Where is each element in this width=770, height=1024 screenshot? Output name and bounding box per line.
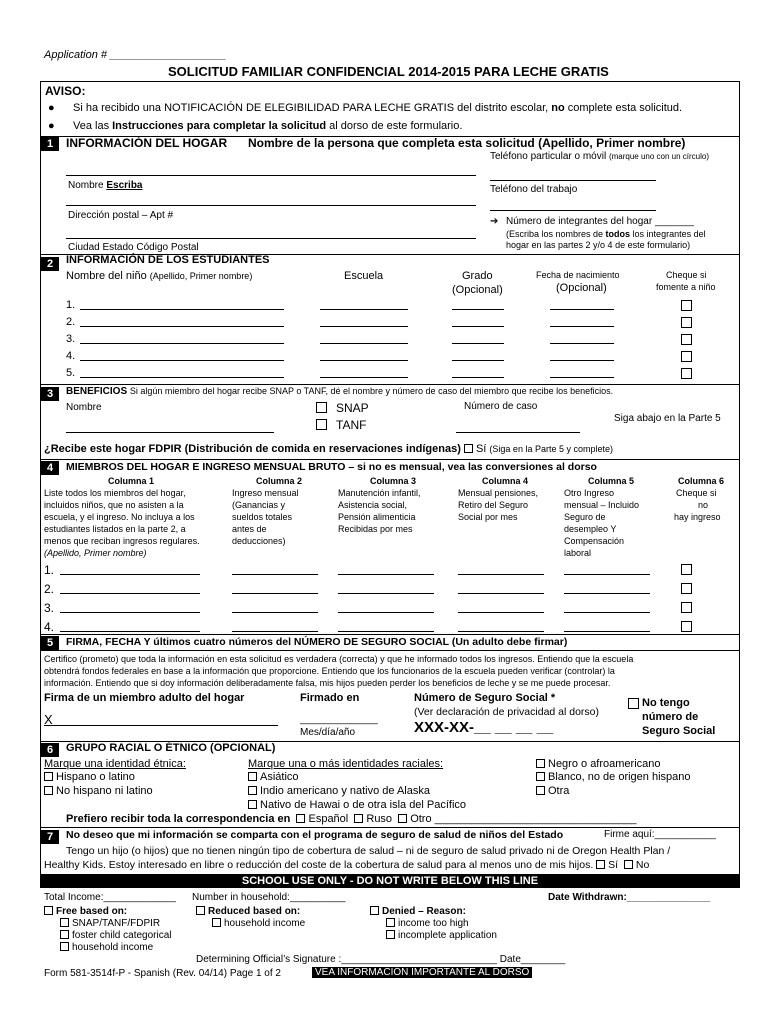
student-foster-checkbox[interactable] [681,351,692,362]
members-note-1: (Escriba los nombres de todos los integrantes del [506,229,706,239]
ssn-note: (Ver declaración de privacidad al dorso) [414,706,600,718]
no-ssn-label-2: número de [642,711,699,723]
race-white[interactable]: Blanco, no de origen hispano [536,771,691,783]
income-col-desc: laboral [564,548,592,558]
section-7-title: No deseo que mi información se comparta con el programa de seguro de salud de niños del Estado [66,829,564,841]
no-ssn-label-3: Seguro Social [642,725,716,737]
race-other[interactable]: Otra [536,785,569,797]
benefit-name-line[interactable] [66,432,274,433]
important-info-banner: VEA INFORMACIÓN IMPORTANTE AL DORSO [312,967,532,978]
student-name-line[interactable] [80,377,284,378]
aviso-bullet-1: ● Si ha recibido una NOTIFICACIÓN DE ELEGIBILIDAD PARA LECHE GRATIS del distrito escolar, no complete esta solicitud. [48,102,683,114]
aviso-bullet-2: ● Vea las Instrucciones para completar la solicitud al dorso de este formulario. [48,120,463,132]
section-6-number: 6 [41,743,59,757]
foster-header-2: fomente a niño [656,282,716,292]
city-label: Ciudad Estado Código Postal [68,242,199,253]
members-count-label: Número de integrantes del hogar _______ [506,216,694,227]
form-title: SOLICITUD FAMILIAR CONFIDENCIAL 2014-2015 PARA LECHE GRATIS [168,64,609,79]
income-col-desc: Otro Ingreso [564,488,615,498]
section-5-number: 5 [41,636,59,650]
student-name-line[interactable] [80,360,284,361]
aviso-title: AVISO: [45,84,86,98]
member-pension-line[interactable] [458,593,544,594]
form-number: Form 581-3514f-P - Spanish (Rev. 04/14) Page 1 of 2 [44,968,281,979]
member-row-label: 3. [44,601,55,615]
phone-home-line[interactable] [490,180,656,181]
health-no-checkbox[interactable] [624,860,633,869]
income-col-desc: Compensación [564,536,625,546]
income-col-header: Columna 4 [482,476,529,486]
income-col-desc: deducciones) [232,536,286,546]
section-2-number: 2 [41,257,59,271]
income-col-header: Columna 6 [678,476,725,486]
student-foster-checkbox[interactable] [681,317,692,328]
member-name-line[interactable] [60,612,200,613]
child-name-header: Nombre del niño (Apellido, Primer nombre) [66,270,253,282]
income-col-header: Columna 2 [256,476,303,486]
student-name-line[interactable] [80,326,284,327]
tanf-checkbox[interactable] [316,419,327,430]
section-3-next: Siga abajo en la Parte 5 [614,413,721,424]
income-col-desc: Cheque si [676,488,717,498]
fdpir-yes-checkbox[interactable] [464,444,473,453]
income-col-desc: (Ganancias y [232,500,286,510]
name-line[interactable] [66,175,476,176]
student-name-line[interactable] [80,343,284,344]
member-other-line[interactable] [564,574,650,575]
fdpir-question: ¿Recibe este hogar FDPIR (Distribución de comida en reservaciones indígenas) Sí (Siga en la Parte 5 y complete) [44,443,613,455]
ssn-value[interactable]: XXX-XX-__ __ __ __ [414,719,554,736]
student-foster-checkbox[interactable] [681,368,692,379]
student-grade-line[interactable] [452,309,504,310]
income-col-desc: incluidos niños, que no asisten a la [44,500,184,510]
race-asian[interactable]: Asiático [248,771,299,783]
address-line[interactable] [66,205,476,206]
city-line[interactable] [66,238,476,239]
number-in-household[interactable]: Number in household:__________ [192,892,346,903]
school-header: Escuela [344,270,384,282]
student-row-label: 1. [66,299,76,311]
student-row-label: 3. [66,333,76,345]
denied-reason[interactable]: Denied – Reason: [370,906,466,917]
income-col-desc: (Apellido, Primer nombre) [44,548,147,558]
member-name-line[interactable] [60,631,200,632]
certification-line-3: información. Entiendo que si doy información deliberadamente falsa, mis hijos pueden perder los beneficios de leche y se me puede procesar. [44,678,611,688]
lang-other-checkbox[interactable] [398,814,407,823]
member-other-line[interactable] [564,631,650,632]
certification-line-2: obtendrá fondos federales en base a la información que proporcione. Entiendo que los funcionarios de la escuela pueden verificar (controlar) la [44,666,615,676]
member-row-label: 4. [44,620,55,634]
income-col-desc: Mensual pensiones, [458,488,539,498]
student-row-label: 5. [66,367,76,379]
student-grade-line[interactable] [452,377,504,378]
income-col-desc: sueldos totales [232,512,293,522]
student-grade-line[interactable] [452,360,504,361]
student-foster-checkbox[interactable] [681,334,692,345]
member-pension-line[interactable] [458,574,544,575]
student-dob-line[interactable] [550,326,614,327]
denied-income-high[interactable]: income too high [386,918,469,929]
foster-header: Cheque si [666,270,707,280]
signature-line[interactable] [44,725,278,726]
ssn-label: Número de Seguro Social * [414,692,556,704]
reduced-income[interactable]: household income [212,918,305,929]
income-col-desc: desempleo Y [564,524,617,534]
benefit-name-label: Nombre [66,402,102,413]
income-col-desc: Asistencia social, [338,500,408,510]
student-school-line[interactable] [320,360,408,361]
member-other-line[interactable] [564,593,650,594]
income-col-desc: Liste todos los miembros del hogar, [44,488,186,498]
date-withdrawn[interactable]: Date Withdrawn:_______________ [548,892,711,903]
race-black[interactable]: Negro o afroamericano [536,758,661,770]
section-6-title: GRUPO RACIAL O ÉTNICO (OPCIONAL) [66,742,276,754]
race-american-indian[interactable]: Indio americano y nativo de Alaska [248,785,430,797]
member-support-line[interactable] [338,631,434,632]
members-note-2: hogar en las partes 2 y/o 4 de este formulario) [506,240,691,250]
income-col-desc: mensual – Incluido [564,500,640,510]
section-4-number: 4 [41,461,59,475]
income-col-desc: antes de [232,524,267,534]
member-row-label: 1. [44,563,55,577]
race-header: Marque una o más identidades raciales: [248,758,444,770]
signature-label: Firma de un miembro adulto del hogar [44,692,245,704]
certification-line-1: Certifico (prometo) que toda la información en esta solicitud es verdadera (correcta) y que he informado todos los ingresos. Entiendo que la escuela [44,654,634,664]
income-col-desc: Ingreso mensual [232,488,299,498]
section-5-title: FIRMA, FECHA Y últimos cuatro números del NÚMERO DE SEGURO SOCIAL (Un adulto debe firmar) [66,636,568,648]
student-dob-line[interactable] [550,377,614,378]
free-foster[interactable]: foster child categorical [60,930,172,941]
income-col-desc: Retiro del Seguro [458,500,529,510]
member-pension-line[interactable] [458,612,544,613]
grade-optional: (Opcional) [452,284,503,296]
section-3-number: 3 [41,387,59,401]
free-snap[interactable]: SNAP/TANF/FDPIR [60,918,160,929]
income-col-desc: Social por mes [458,512,518,522]
member-earnings-line[interactable] [232,593,318,594]
member-name-line[interactable] [60,593,200,594]
student-school-line[interactable] [320,377,408,378]
student-row-label: 2. [66,316,76,328]
no-ssn-checkbox[interactable] [628,698,639,709]
student-grade-line[interactable] [452,343,504,344]
eth-not-hispanic[interactable]: No hispano ni latino [44,785,153,797]
section-7-initial[interactable]: Firme aquí:___________ [604,829,716,840]
dob-optional: (Opcional) [556,282,607,294]
race-pacific-islander[interactable]: Nativo de Hawai o de otra isla del Pacífico [248,799,466,811]
free-based-on[interactable]: Free based on: [44,906,127,917]
member-support-line[interactable] [338,593,434,594]
phone-home-label: Teléfono particular o móvil (marque uno con un círculo) [490,151,710,162]
income-col-header: Columna 5 [588,476,635,486]
lang-russian-checkbox[interactable] [354,814,363,823]
student-name-line[interactable] [80,309,284,310]
health-yes-checkbox[interactable] [596,860,605,869]
income-col-desc: hay ingreso [674,512,721,522]
case-number-line[interactable] [456,432,580,433]
date-format-label: Mes/día/año [300,727,356,738]
member-name-line[interactable] [60,574,200,575]
section-3-title: BENEFICIOS Si algún miembro del hogar recibe SNAP o TANF, dé el nombre y número de caso del miembro que recibe los beneficios. [66,386,614,397]
student-dob-line[interactable] [550,309,614,310]
student-row-label: 4. [66,350,76,362]
official-signature[interactable]: Determining Official’s Signature :____________________________ Date________ [196,954,566,965]
student-grade-line[interactable] [452,326,504,327]
language-preference: Prefiero recibir toda la correspondencia en Español Ruso Otro _________________________________ [66,813,637,825]
dob-header: Fecha de nacimiento [536,270,620,280]
income-col-desc: Manutención infantil, [338,488,421,498]
section-4-title: MIEMBROS DEL HOGAR E INGRESO MENSUAL BRUTO – si no es mensual, vea las conversiones al dorso [66,461,597,473]
income-col-desc: menos que reciban ingresos regulares. [44,536,200,546]
student-school-line[interactable] [320,309,408,310]
income-col-desc: no [698,500,709,510]
member-other-line[interactable] [564,612,650,613]
member-earnings-line[interactable] [232,631,318,632]
denied-incomplete[interactable]: incomplete application [386,930,497,941]
section-7-number: 7 [41,830,59,844]
student-dob-line[interactable] [550,343,614,344]
no-ssn-label-1: No tengo [642,697,690,709]
member-earnings-line[interactable] [232,574,318,575]
ethnicity-header: Marque una identidad étnica: [44,758,186,770]
lang-spanish-checkbox[interactable] [296,814,305,823]
phone-work-label: Teléfono del trabajo [490,184,578,195]
student-foster-checkbox[interactable] [681,300,692,311]
member-row-label: 2. [44,582,55,596]
application-number-label: Application # ___________________ [44,49,227,61]
phone-work-line[interactable] [490,210,656,211]
income-col-desc: Seguro de [564,512,606,522]
tanf-label: TANF [336,418,367,432]
income-col-header: Columna 3 [370,476,417,486]
income-col-desc: escuela, y el ingreso. No incluya a los [44,512,195,522]
grade-header: Grado [462,270,493,282]
student-school-line[interactable] [320,326,408,327]
health-coverage-line-1: Tengo un hijo (o hijos) que no tienen ningún tipo de cobertura de salud – ni de seguro de salud privado ni de Oregon Health Plan / [66,845,671,857]
eth-hispanic[interactable]: Hispano o latino [44,771,135,783]
arrow-icon: ➔ [490,216,499,227]
free-income[interactable]: household income [60,942,153,953]
member-no-income-checkbox[interactable] [681,602,692,613]
name-label: Nombre Escriba [68,180,143,191]
reduced-based-on[interactable]: Reduced based on: [196,906,300,917]
snap-label: SNAP [336,401,369,415]
member-pension-line[interactable] [458,631,544,632]
case-number-label: Número de caso [464,401,538,412]
section-1-subtitle: Nombre de la persona que completa esta solicitud (Apellido, Primer nombre) [248,136,686,150]
section-2-title: INFORMACIÓN DE LOS ESTUDIANTES [66,254,270,266]
signed-on-label: Firmado en [300,692,360,704]
signature-x: X [44,712,53,727]
member-no-income-checkbox[interactable] [681,621,692,632]
member-no-income-checkbox[interactable] [681,564,692,575]
member-no-income-checkbox[interactable] [681,583,692,594]
total-income[interactable]: Total Income:_____________ [44,892,176,903]
health-coverage-line-2: Healthy Kids. Estoy interesado en libre o reducción del coste de la cobertura de salud para al menos uno de mis hijos. Sí No [44,859,650,871]
income-col-desc: estudiantes listados en la parte 2, a [44,524,186,534]
income-col-desc: Pensión alimenticia [338,512,416,522]
student-dob-line[interactable] [550,360,614,361]
section-1-number: 1 [41,137,59,151]
snap-checkbox[interactable] [316,402,327,413]
member-earnings-line[interactable] [232,612,318,613]
income-col-desc: Recibidas por mes [338,524,413,534]
date-blank[interactable]: ______________ [300,714,378,725]
member-support-line[interactable] [338,574,434,575]
student-school-line[interactable] [320,343,408,344]
address-label: Dirección postal – Apt # [68,210,174,221]
section-1-title: INFORMACIÓN DEL HOGAR [66,136,228,150]
income-col-header: Columna 1 [108,476,155,486]
school-use-banner: SCHOOL USE ONLY - DO NOT WRITE BELOW THIS LINE [40,874,740,888]
member-support-line[interactable] [338,612,434,613]
